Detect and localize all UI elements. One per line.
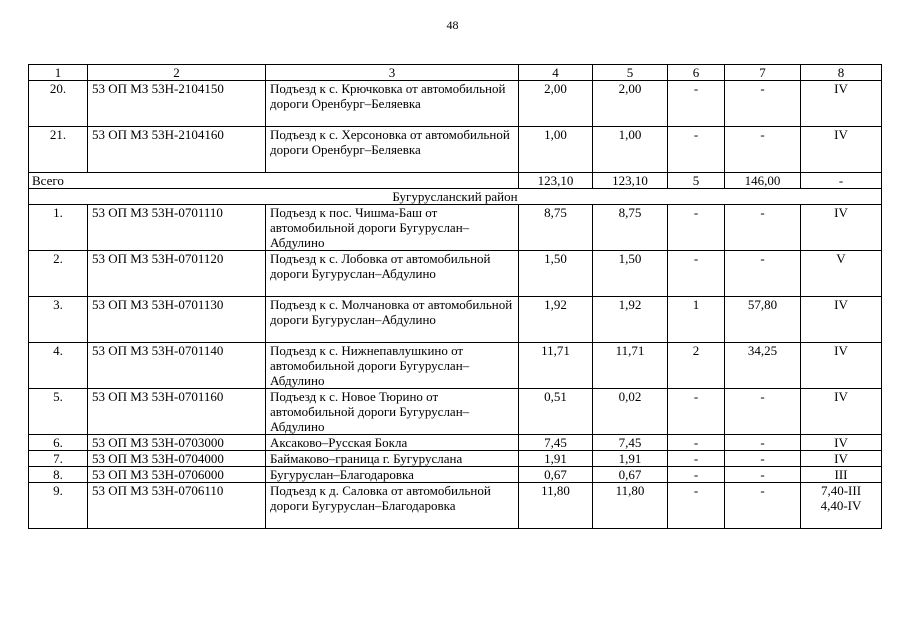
row-number: 21. bbox=[29, 127, 88, 173]
total-label: Всего bbox=[29, 173, 519, 189]
total-col4: 123,10 bbox=[519, 173, 593, 189]
value-col5: 11,80 bbox=[593, 483, 668, 529]
table-row bbox=[29, 127, 882, 173]
road-name: Подъезд к пос. Чишма-Баш от автомобильной дороги Бугуруслан–Абдулино bbox=[266, 205, 519, 251]
row-number: 3. bbox=[29, 297, 88, 343]
row-number: 8. bbox=[29, 467, 88, 483]
value-col4: 2,00 bbox=[519, 81, 593, 127]
value-col7: - bbox=[725, 467, 801, 483]
road-name: Бугуруслан–Благодаровка bbox=[266, 467, 519, 483]
road-name: Баймаково–граница г. Бугуруслана bbox=[266, 451, 519, 467]
road-name: Подъезд к с. Новое Тюрино от автомобильной дороги Бугуруслан–Абдулино bbox=[266, 389, 519, 435]
road-code: 53 ОП МЗ 53Н-0701120 bbox=[88, 251, 266, 297]
value-col6: - bbox=[668, 389, 725, 435]
value-col7: - bbox=[725, 205, 801, 251]
total-col8: - bbox=[801, 173, 882, 189]
value-col6: - bbox=[668, 205, 725, 251]
table-row bbox=[29, 251, 882, 297]
column-header: 4 bbox=[519, 65, 593, 81]
road-code: 53 ОП МЗ 53Н-0703000 bbox=[88, 435, 266, 451]
value-col5: 1,91 bbox=[593, 451, 668, 467]
category: IV bbox=[801, 81, 882, 127]
category-line: 4,40-IV bbox=[820, 498, 862, 513]
category: IV bbox=[801, 127, 882, 173]
value-col7: - bbox=[725, 389, 801, 435]
table-row bbox=[29, 297, 882, 343]
value-col7: - bbox=[725, 451, 801, 467]
row-number: 5. bbox=[29, 389, 88, 435]
column-header: 8 bbox=[801, 65, 882, 81]
category-line: 7,40-III bbox=[820, 483, 862, 498]
category: IV bbox=[801, 205, 882, 251]
row-number: 20. bbox=[29, 81, 88, 127]
column-number-row bbox=[29, 65, 882, 81]
value-col5: 2,00 bbox=[593, 81, 668, 127]
value-col7: - bbox=[725, 483, 801, 529]
road-code: 53 ОП МЗ 53Н-0706110 bbox=[88, 483, 266, 529]
value-col5: 7,45 bbox=[593, 435, 668, 451]
category: IV bbox=[801, 389, 882, 435]
road-name: Аксаково–Русская Бокла bbox=[266, 435, 519, 451]
table-row bbox=[29, 81, 882, 127]
total-col7: 146,00 bbox=[725, 173, 801, 189]
category: IV bbox=[801, 343, 882, 389]
value-col6: 1 bbox=[668, 297, 725, 343]
road-name: Подъезд к с. Нижнепавлушкино от автомобильной дороги Бугуруслан–Абдулино bbox=[266, 343, 519, 389]
category: IV bbox=[801, 297, 882, 343]
road-name: Подъезд к с. Херсоновка от автомобильной дороги Оренбург–Беляевка bbox=[266, 127, 519, 173]
value-col7: - bbox=[725, 127, 801, 173]
value-col6: 2 bbox=[668, 343, 725, 389]
road-name: Подъезд к с. Лобовка от автомобильной дороги Бугуруслан–Абдулино bbox=[266, 251, 519, 297]
value-col6: - bbox=[668, 81, 725, 127]
road-name: Подъезд к с. Крючковка от автомобильной дороги Оренбург–Беляевка bbox=[266, 81, 519, 127]
value-col4: 1,00 bbox=[519, 127, 593, 173]
value-col6: - bbox=[668, 483, 725, 529]
value-col5: 8,75 bbox=[593, 205, 668, 251]
value-col4: 8,75 bbox=[519, 205, 593, 251]
road-code: 53 ОП МЗ 53Н-0706000 bbox=[88, 467, 266, 483]
value-col6: - bbox=[668, 251, 725, 297]
row-number: 6. bbox=[29, 435, 88, 451]
value-col4: 11,80 bbox=[519, 483, 593, 529]
value-col5: 1,00 bbox=[593, 127, 668, 173]
table-row bbox=[29, 483, 882, 529]
column-header: 6 bbox=[668, 65, 725, 81]
value-col6: - bbox=[668, 435, 725, 451]
table-row bbox=[29, 389, 882, 435]
category: III bbox=[801, 467, 882, 483]
roads-table bbox=[28, 64, 882, 529]
column-header: 5 bbox=[593, 65, 668, 81]
row-number: 1. bbox=[29, 205, 88, 251]
total-col6: 5 bbox=[668, 173, 725, 189]
road-code: 53 ОП МЗ 53Н-0704000 bbox=[88, 451, 266, 467]
column-header: 3 bbox=[266, 65, 519, 81]
road-name: Подъезд к с. Молчановка от автомобильной дороги Бугуруслан–Абдулино bbox=[266, 297, 519, 343]
table-row bbox=[29, 451, 882, 467]
district-title: Бугурусланский район bbox=[29, 189, 882, 205]
value-col4: 0,51 bbox=[519, 389, 593, 435]
road-name: Подъезд к д. Саловка от автомобильной дороги Бугуруслан–Благодаровка bbox=[266, 483, 519, 529]
column-header: 2 bbox=[88, 65, 266, 81]
table-row bbox=[29, 205, 882, 251]
road-code: 53 ОП МЗ 53Н-0701130 bbox=[88, 297, 266, 343]
category: V bbox=[801, 251, 882, 297]
value-col7: - bbox=[725, 251, 801, 297]
road-code: 53 ОП МЗ 53Н-2104160 bbox=[88, 127, 266, 173]
value-col5: 1,50 bbox=[593, 251, 668, 297]
total-row bbox=[29, 173, 882, 189]
road-code: 53 ОП МЗ 53Н-0701110 bbox=[88, 205, 266, 251]
value-col7: - bbox=[725, 435, 801, 451]
total-col5: 123,10 bbox=[593, 173, 668, 189]
district-row bbox=[29, 189, 882, 205]
row-number: 2. bbox=[29, 251, 88, 297]
row-number: 7. bbox=[29, 451, 88, 467]
value-col5: 1,92 bbox=[593, 297, 668, 343]
category: IV bbox=[801, 451, 882, 467]
value-col7: - bbox=[725, 81, 801, 127]
category: IV bbox=[801, 435, 882, 451]
value-col5: 11,71 bbox=[593, 343, 668, 389]
value-col4: 1,91 bbox=[519, 451, 593, 467]
value-col4: 11,71 bbox=[519, 343, 593, 389]
page-number: 48 bbox=[446, 18, 459, 32]
value-col5: 0,67 bbox=[593, 467, 668, 483]
value-col6: - bbox=[668, 451, 725, 467]
value-col4: 0,67 bbox=[519, 467, 593, 483]
value-col7: 57,80 bbox=[725, 297, 801, 343]
value-col6: - bbox=[668, 467, 725, 483]
road-code: 53 ОП МЗ 53Н-0701140 bbox=[88, 343, 266, 389]
road-code: 53 ОП МЗ 53Н-2104150 bbox=[88, 81, 266, 127]
row-number: 9. bbox=[29, 483, 88, 529]
table-row bbox=[29, 467, 882, 483]
value-col5: 0,02 bbox=[593, 389, 668, 435]
value-col4: 1,50 bbox=[519, 251, 593, 297]
row-number: 4. bbox=[29, 343, 88, 389]
value-col7: 34,25 bbox=[725, 343, 801, 389]
table-row bbox=[29, 343, 882, 389]
category bbox=[801, 483, 882, 529]
value-col4: 7,45 bbox=[519, 435, 593, 451]
road-code: 53 ОП МЗ 53Н-0701160 bbox=[88, 389, 266, 435]
value-col4: 1,92 bbox=[519, 297, 593, 343]
value-col6: - bbox=[668, 127, 725, 173]
column-header: 1 bbox=[29, 65, 88, 81]
table-row bbox=[29, 435, 882, 451]
column-header: 7 bbox=[725, 65, 801, 81]
